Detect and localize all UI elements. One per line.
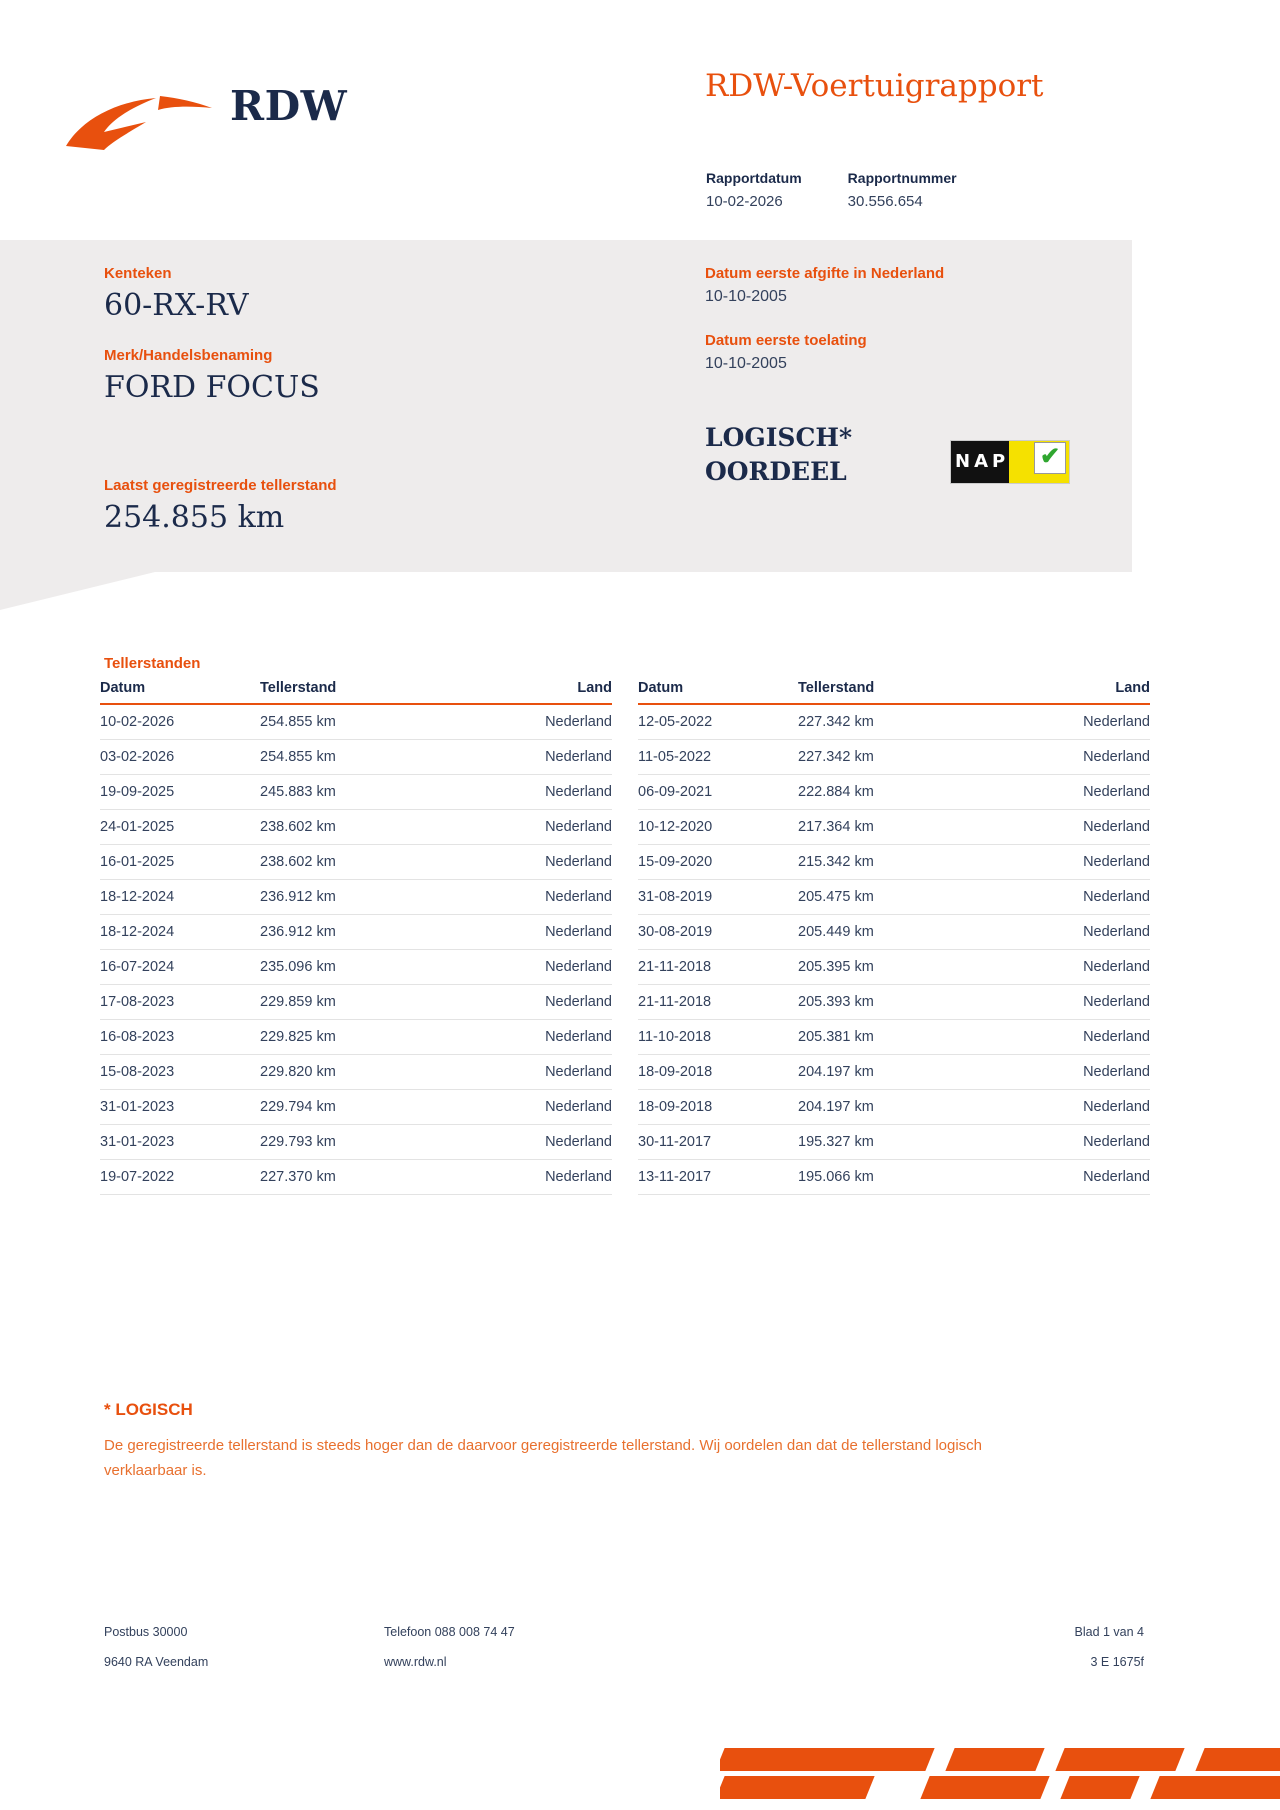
table-row bbox=[638, 1055, 1150, 1090]
table-row bbox=[100, 810, 612, 845]
cell-odometer: 204.197 km bbox=[798, 1090, 988, 1125]
cell-country: Nederland bbox=[450, 985, 612, 1020]
nap-keurmerk-icon bbox=[950, 440, 1070, 484]
cell-date: 11-05-2022 bbox=[638, 740, 798, 775]
cell-country: Nederland bbox=[988, 1160, 1150, 1195]
cell-odometer: 227.342 km bbox=[798, 740, 988, 775]
nap-yellow-field bbox=[1009, 441, 1069, 483]
report-date-label: Rapportdatum bbox=[706, 170, 802, 186]
footer-phone: Telefoon 088 008 74 47 bbox=[384, 1625, 515, 1639]
table-row bbox=[100, 704, 612, 740]
table-row bbox=[638, 740, 1150, 775]
table-row bbox=[100, 1125, 612, 1160]
table-row bbox=[638, 880, 1150, 915]
cell-date: 19-09-2025 bbox=[100, 775, 260, 810]
footer-row-2 bbox=[104, 1655, 1144, 1669]
table-row bbox=[100, 985, 612, 1020]
report-number-value: 30.556.654 bbox=[847, 193, 923, 210]
first-admission-value: 10-10-2005 bbox=[705, 355, 787, 372]
cell-date: 31-08-2019 bbox=[638, 880, 798, 915]
column-header-odometer: Tellerstand bbox=[260, 680, 450, 704]
report-date-block bbox=[706, 170, 802, 210]
cell-country: Nederland bbox=[450, 1160, 612, 1195]
column-header-country: Land bbox=[988, 680, 1150, 704]
report-date-value: 10-02-2026 bbox=[706, 193, 783, 210]
cell-date: 16-01-2025 bbox=[100, 845, 260, 880]
cell-country: Nederland bbox=[988, 1090, 1150, 1125]
document-footer bbox=[104, 1625, 1144, 1685]
cell-odometer: 236.912 km bbox=[260, 915, 450, 950]
footer-address-line-2: 9640 RA Veendam bbox=[104, 1655, 209, 1669]
table-row bbox=[100, 880, 612, 915]
footer-website: www.rdw.nl bbox=[384, 1655, 447, 1669]
cell-odometer: 205.449 km bbox=[798, 915, 988, 950]
table-row bbox=[100, 740, 612, 775]
cell-country: Nederland bbox=[450, 845, 612, 880]
cell-country: Nederland bbox=[450, 950, 612, 985]
merk-label: Merk/Handelsbenaming bbox=[104, 347, 273, 364]
cell-odometer: 227.370 km bbox=[260, 1160, 450, 1195]
table-row bbox=[638, 704, 1150, 740]
report-meta bbox=[706, 170, 957, 210]
cell-odometer: 205.381 km bbox=[798, 1020, 988, 1055]
document-header bbox=[0, 40, 1280, 210]
table-row bbox=[638, 845, 1150, 880]
kenteken-label: Kenteken bbox=[104, 265, 172, 282]
table-row bbox=[100, 1055, 612, 1090]
first-admission-label: Datum eerste toelating bbox=[705, 332, 867, 349]
cell-odometer: 205.393 km bbox=[798, 985, 988, 1020]
table-header-row bbox=[100, 680, 612, 704]
report-number-block bbox=[848, 170, 957, 210]
cell-odometer: 238.602 km bbox=[260, 810, 450, 845]
cell-country: Nederland bbox=[988, 950, 1150, 985]
column-header-date: Datum bbox=[638, 680, 798, 704]
footnote-title: * LOGISCH bbox=[104, 1400, 193, 1419]
check-icon: ✔ bbox=[1034, 442, 1066, 474]
summary-left-column bbox=[104, 265, 624, 559]
cell-date: 06-09-2021 bbox=[638, 775, 798, 810]
nap-letters bbox=[951, 441, 1009, 483]
cell-country: Nederland bbox=[450, 704, 612, 740]
table-row bbox=[638, 1160, 1150, 1195]
rdw-logo bbox=[60, 60, 360, 170]
cell-odometer: 229.825 km bbox=[260, 1020, 450, 1055]
cell-date: 30-11-2017 bbox=[638, 1125, 798, 1160]
cell-country: Nederland bbox=[988, 985, 1150, 1020]
cell-country: Nederland bbox=[450, 915, 612, 950]
table-row bbox=[100, 1090, 612, 1125]
verdict-line-1: LOGISCH* bbox=[705, 423, 853, 452]
cell-date: 13-11-2017 bbox=[638, 1160, 798, 1195]
cell-date: 19-07-2022 bbox=[100, 1160, 260, 1195]
cell-date: 10-12-2020 bbox=[638, 810, 798, 845]
first-registration-nl-value: 10-10-2005 bbox=[705, 288, 787, 305]
cell-date: 21-11-2018 bbox=[638, 985, 798, 1020]
cell-country: Nederland bbox=[988, 915, 1150, 950]
counters-table-right bbox=[638, 680, 1150, 1195]
cell-country: Nederland bbox=[450, 775, 612, 810]
cell-date: 15-09-2020 bbox=[638, 845, 798, 880]
cell-date: 30-08-2019 bbox=[638, 915, 798, 950]
table-row bbox=[638, 1090, 1150, 1125]
cell-country: Nederland bbox=[450, 1125, 612, 1160]
table-row bbox=[100, 775, 612, 810]
cell-odometer: 238.602 km bbox=[260, 845, 450, 880]
table-row bbox=[100, 950, 612, 985]
bottom-stripes-decoration bbox=[720, 1740, 1280, 1810]
merk-value: FORD FOCUS bbox=[104, 370, 320, 405]
table-header-row bbox=[638, 680, 1150, 704]
cell-odometer: 245.883 km bbox=[260, 775, 450, 810]
cell-date: 17-08-2023 bbox=[100, 985, 260, 1020]
table-row bbox=[638, 950, 1150, 985]
cell-date: 18-09-2018 bbox=[638, 1055, 798, 1090]
cell-odometer: 229.793 km bbox=[260, 1125, 450, 1160]
table-row bbox=[638, 1125, 1150, 1160]
cell-country: Nederland bbox=[988, 845, 1150, 880]
cell-date: 10-02-2026 bbox=[100, 704, 260, 740]
report-number-label: Rapportnummer bbox=[847, 170, 957, 186]
footer-page-info: Blad 1 van 4 bbox=[1074, 1625, 1144, 1639]
cell-odometer: 217.364 km bbox=[798, 810, 988, 845]
cell-odometer: 222.884 km bbox=[798, 775, 988, 810]
counters-table-left bbox=[100, 680, 612, 1195]
cell-date: 15-08-2023 bbox=[100, 1055, 260, 1090]
cell-date: 24-01-2025 bbox=[100, 810, 260, 845]
cell-odometer: 195.327 km bbox=[798, 1125, 988, 1160]
cell-country: Nederland bbox=[450, 810, 612, 845]
cell-odometer: 254.855 km bbox=[260, 704, 450, 740]
table-row bbox=[100, 1020, 612, 1055]
table-row bbox=[638, 915, 1150, 950]
footer-row-1 bbox=[104, 1625, 1144, 1639]
cell-date: 03-02-2026 bbox=[100, 740, 260, 775]
cell-country: Nederland bbox=[450, 880, 612, 915]
footnote-body: De geregistreerde tellerstand is steeds hoger dan de daarvoor geregistreerde tellerstand. Wij oordelen dan dat de tellerstand logisch verklaarbaar is. bbox=[104, 1437, 983, 1479]
nap-letter-n: N bbox=[955, 451, 971, 472]
cell-country: Nederland bbox=[988, 740, 1150, 775]
cell-odometer: 229.820 km bbox=[260, 1055, 450, 1090]
column-header-country: Land bbox=[450, 680, 612, 704]
summary-right-column bbox=[705, 265, 1145, 489]
cell-country: Nederland bbox=[450, 740, 612, 775]
cell-odometer: 205.475 km bbox=[798, 880, 988, 915]
cell-odometer: 227.342 km bbox=[798, 704, 988, 740]
cell-odometer: 229.794 km bbox=[260, 1090, 450, 1125]
cell-odometer: 195.066 km bbox=[798, 1160, 988, 1195]
cell-date: 11-10-2018 bbox=[638, 1020, 798, 1055]
table-row bbox=[638, 775, 1150, 810]
cell-odometer: 205.395 km bbox=[798, 950, 988, 985]
cell-country: Nederland bbox=[988, 775, 1150, 810]
column-header-odometer: Tellerstand bbox=[798, 680, 988, 704]
kenteken-value: 60-RX-RV bbox=[104, 288, 249, 323]
cell-country: Nederland bbox=[450, 1090, 612, 1125]
table-row bbox=[638, 1020, 1150, 1055]
page-title: RDW-Voertuigrapport bbox=[705, 68, 1044, 104]
first-registration-nl-label: Datum eerste afgifte in Nederland bbox=[705, 265, 945, 282]
odometer-value: 254.855 km bbox=[104, 500, 285, 535]
rdw-swoosh-logo-icon bbox=[60, 92, 220, 154]
rdw-wordmark: RDW bbox=[230, 82, 348, 130]
table-row bbox=[638, 985, 1150, 1020]
panel-notch-decoration bbox=[0, 572, 155, 610]
cell-date: 21-11-2018 bbox=[638, 950, 798, 985]
nap-letter-a: A bbox=[974, 451, 989, 472]
cell-date: 18-12-2024 bbox=[100, 915, 260, 950]
odometer-label: Laatst geregistreerde tellerstand bbox=[104, 477, 337, 494]
column-header-date: Datum bbox=[100, 680, 260, 704]
table-row bbox=[100, 915, 612, 950]
cell-odometer: 236.912 km bbox=[260, 880, 450, 915]
cell-country: Nederland bbox=[450, 1020, 612, 1055]
table-row bbox=[100, 845, 612, 880]
cell-date: 18-12-2024 bbox=[100, 880, 260, 915]
nap-letter-p: P bbox=[992, 451, 1006, 472]
table-row bbox=[100, 1160, 612, 1195]
footnote-block bbox=[104, 1400, 1114, 1484]
footer-address-line-1: Postbus 30000 bbox=[104, 1625, 188, 1639]
cell-date: 16-08-2023 bbox=[100, 1020, 260, 1055]
cell-date: 18-09-2018 bbox=[638, 1090, 798, 1125]
counters-section-title: Tellerstanden bbox=[104, 655, 201, 672]
cell-country: Nederland bbox=[988, 1125, 1150, 1160]
footer-doc-code: 3 E 1675f bbox=[1090, 1655, 1144, 1669]
cell-odometer: 204.197 km bbox=[798, 1055, 988, 1090]
cell-odometer: 215.342 km bbox=[798, 845, 988, 880]
cell-odometer: 235.096 km bbox=[260, 950, 450, 985]
cell-country: Nederland bbox=[988, 1055, 1150, 1090]
cell-country: Nederland bbox=[450, 1055, 612, 1090]
cell-country: Nederland bbox=[988, 810, 1150, 845]
cell-country: Nederland bbox=[988, 704, 1150, 740]
verdict-block bbox=[705, 421, 1145, 489]
odometer-block bbox=[104, 477, 624, 535]
table-row bbox=[638, 810, 1150, 845]
cell-date: 31-01-2023 bbox=[100, 1090, 260, 1125]
cell-country: Nederland bbox=[988, 1020, 1150, 1055]
cell-date: 16-07-2024 bbox=[100, 950, 260, 985]
cell-country: Nederland bbox=[988, 880, 1150, 915]
cell-date: 31-01-2023 bbox=[100, 1125, 260, 1160]
verdict-line-2: OORDEEL bbox=[705, 456, 847, 486]
cell-odometer: 254.855 km bbox=[260, 740, 450, 775]
cell-date: 12-05-2022 bbox=[638, 704, 798, 740]
cell-odometer: 229.859 km bbox=[260, 985, 450, 1020]
